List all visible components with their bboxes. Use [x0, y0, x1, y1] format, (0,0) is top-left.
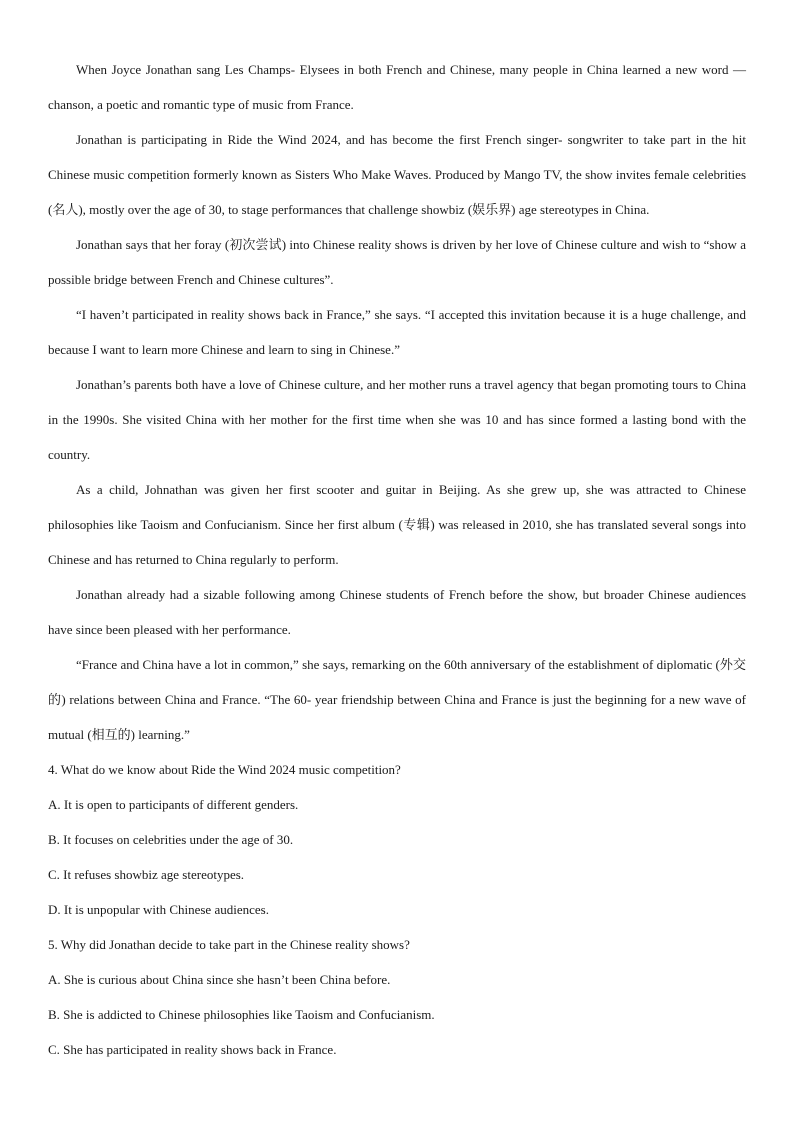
question-4-option-b: B. It focuses on celebrities under the age of 30.	[48, 832, 294, 847]
passage-paragraph-8: “France and China have a lot in common,” she says, remarking on the 60th anniversary of the establishment of diplomatic (外交的) relations between China and France. “The 60- year friendship between China and France is just the beginning for a new wave of mutual (相互的) learning.”	[48, 657, 746, 742]
passage-paragraph-7: Jonathan already had a sizable following among Chinese students of French before the show, but broader Chinese audiences have since been pleased with her performance.	[48, 587, 746, 637]
question-5-stem: 5. Why did Jonathan decide to take part in the Chinese reality shows?	[48, 937, 410, 952]
question-4-option-d: D. It is unpopular with Chinese audiences.	[48, 902, 269, 917]
question-5-option-a: A. She is curious about China since she hasn’t been China before.	[48, 972, 391, 987]
question-4-option-a: A. It is open to participants of different genders.	[48, 797, 299, 812]
passage-paragraph-3: Jonathan says that her foray (初次尝试) into Chinese reality shows is driven by her love of Chinese culture and wish to “show a possible bridge between French and Chinese cultures”.	[48, 237, 746, 287]
question-4-option-c: C. It refuses showbiz age stereotypes.	[48, 867, 245, 882]
question-5	[48, 927, 746, 1067]
document-page	[48, 52, 746, 1067]
question-4	[48, 752, 746, 927]
passage-paragraph-2: Jonathan is participating in Ride the Wind 2024, and has become the first French singer- songwriter to take part in the hit Chinese music competition formerly known as Sisters Who Make Waves. Produced by Mango TV, the show invites female celebrities (名人), mostly over the age of 30, to stage performances that challenge showbiz (娱乐界) age stereotypes in China.	[48, 132, 746, 217]
question-5-option-b: B. She is addicted to Chinese philosophies like Taoism and Confucianism.	[48, 1007, 435, 1022]
passage-paragraph-1: When Joyce Jonathan sang Les Champs- Elysees in both French and Chinese, many people in China learned a new word — chanson, a poetic and romantic type of music from France.	[48, 62, 746, 112]
passage-paragraph-4: “I haven’t participated in reality shows back in France,” she says. “I accepted this invitation because it is a huge challenge, and because I want to learn more Chinese and learn to sing in Chinese.”	[48, 307, 746, 357]
passage-paragraph-5: Jonathan’s parents both have a love of Chinese culture, and her mother runs a travel agency that began promoting tours to China in the 1990s. She visited China with her mother for the first time when she was 10 and has since formed a lasting bond with the country.	[48, 377, 746, 462]
question-list	[48, 752, 746, 1067]
question-5-option-c: C. She has participated in reality shows back in France.	[48, 1042, 337, 1057]
passage-paragraph-6: As a child, Johnathan was given her first scooter and guitar in Beijing. As she grew up, she was attracted to Chinese philosophies like Taoism and Confucianism. Since her first album (专辑) was released in 2010, she has translated several songs into Chinese and has returned to China regularly to perform.	[48, 482, 746, 567]
question-4-stem: 4. What do we know about Ride the Wind 2024 music competition?	[48, 762, 401, 777]
reading-passage	[48, 52, 746, 752]
